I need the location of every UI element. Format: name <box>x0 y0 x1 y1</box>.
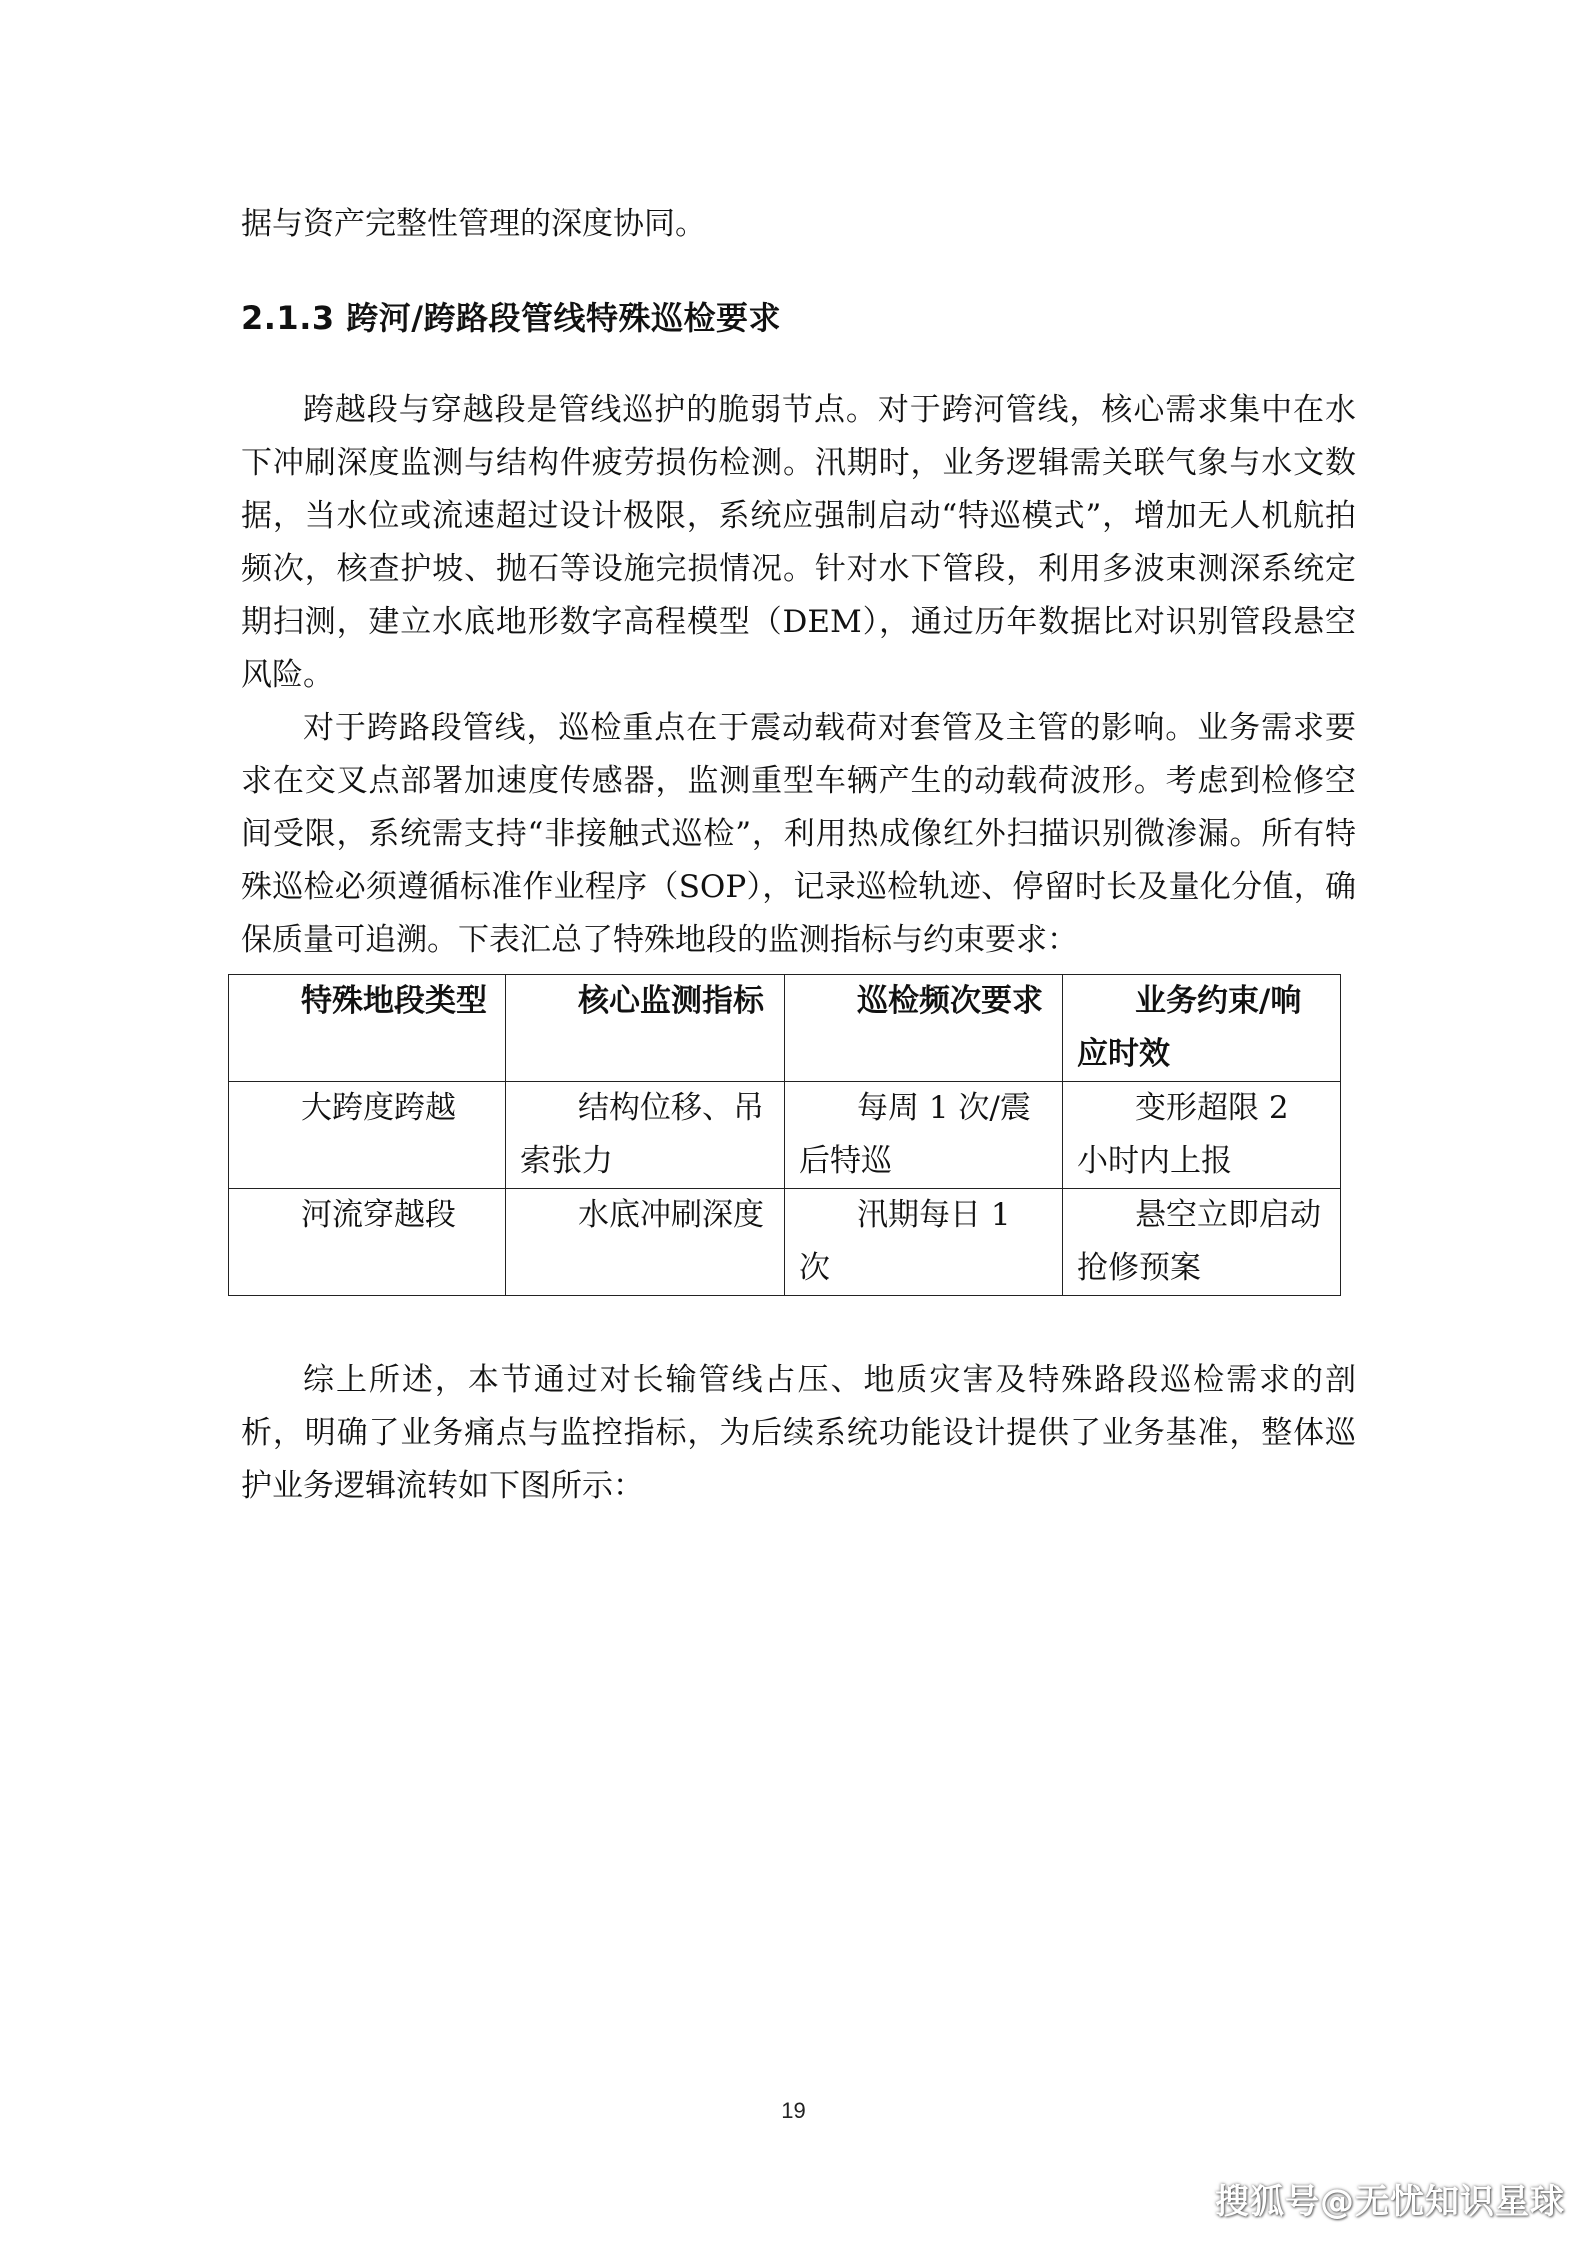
table-cell: 大跨度跨越 <box>229 1082 506 1189</box>
table-cell: 汛期每日 1 次 <box>785 1189 1063 1296</box>
continuation-paragraph: 据与资产完整性管理的深度协同。 <box>241 206 706 242</box>
continuation-text-block <box>241 198 1356 251</box>
table-cell: 结构位移、吊索张力 <box>506 1082 785 1189</box>
table-cell: 悬空立即启动抢修预案 <box>1063 1189 1341 1296</box>
table-cell: 河流穿越段 <box>229 1189 506 1296</box>
table-header-cell: 业务约束/响应时效 <box>1063 975 1341 1082</box>
summary-paragraph: 综上所述，本节通过对长输管线占压、地质灾害及特殊路段巡检需求的剖析，明确了业务痛点与监控指标，为后续系统功能设计提供了业务基准，整体巡护业务逻辑流转如下图所示： <box>241 1362 1356 1504</box>
table-cell: 变形超限 2 小时内上报 <box>1063 1082 1341 1189</box>
table-cell: 水底冲刷深度 <box>506 1189 785 1296</box>
table-header-cell: 巡检频次要求 <box>785 975 1063 1082</box>
paragraph-river-crossing: 跨越段与穿越段是管线巡护的脆弱节点。对于跨河管线，核心需求集中在水下冲刷深度监测与结构件疲劳损伤检测。汛期时，业务逻辑需关联气象与水文数据，当水位或流速超过设计极限，系统应强制启动“特巡模式”，增加无人机航拍频次，核查护坡、抛石等设施完损情况。针对水下管段，利用多波束测深系统定期扫测，建立水底地形数字高程模型（DEM），通过历年数据比对识别管段悬空风险。 <box>241 392 1356 693</box>
table-header-cell: 核心监测指标 <box>506 975 785 1082</box>
table-row <box>229 1189 1341 1296</box>
table-header-cell: 特殊地段类型 <box>229 975 506 1082</box>
section-heading: 2.1.3 跨河/跨路段管线特殊巡检要求 <box>241 299 781 337</box>
paragraph-road-crossing: 对于跨路段管线，巡检重点在于震动载荷对套管及主管的影响。业务需求要求在交叉点部署加速度传感器，监测重型车辆产生的动载荷波形。考虑到检修空间受限，系统需支持“非接触式巡检”，利用热成像红外扫描识别微渗漏。所有特殊巡检必须遵循标准作业程序（SOP），记录巡检轨迹、停留时长及量化分值，确保质量可追溯。下表汇总了特殊地段的监测指标与约束要求： <box>241 710 1356 958</box>
table-row <box>229 1082 1341 1189</box>
body-text-block <box>241 384 1356 967</box>
table-cell: 每周 1 次/震后特巡 <box>785 1082 1063 1189</box>
page-number: 19 <box>781 2098 806 2123</box>
special-section-table <box>228 974 1341 1296</box>
source-watermark: 搜狐号@无忧知识星球 <box>1215 2182 1565 2222</box>
summary-text-block <box>241 1354 1356 1513</box>
table-header-row <box>229 975 1341 1082</box>
